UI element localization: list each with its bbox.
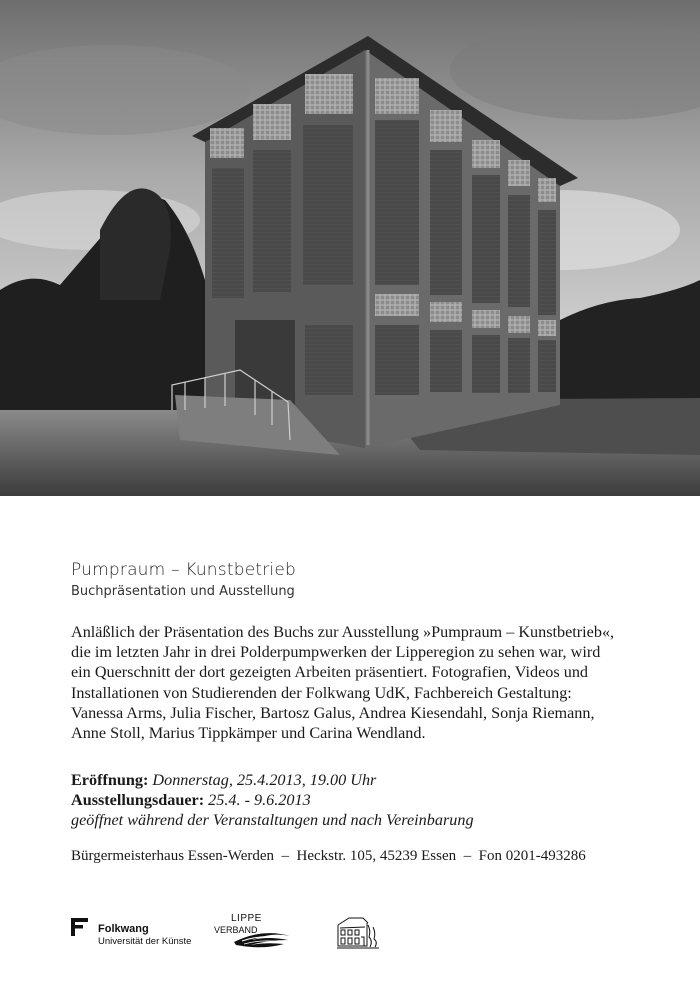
- description-line: Anne Stoll, Marius Tippkämper und Carina Wendland.: [71, 724, 426, 743]
- duration-label: Ausstellungsdauer:: [71, 791, 205, 809]
- opening-row: [71, 770, 474, 790]
- exhibition-title: Pumpraum – Kunstbetrieb: [71, 560, 296, 580]
- folkwang-name: Folkwang: [98, 923, 149, 935]
- duration-row: [71, 790, 474, 810]
- event-details: [71, 770, 474, 830]
- hours-note: geöffnet während der Veranstaltungen und nach Vereinbarung: [71, 811, 474, 829]
- venue-address: Bürgermeisterhaus Essen-Werden – Heckstr. 105, 45239 Essen – Fon 0201-493286: [71, 848, 586, 864]
- pumphouse-photo: [0, 0, 700, 496]
- buergermeisterhaus-sketch-icon: [335, 913, 381, 951]
- folkwang-subline: Universität der Künste: [98, 936, 192, 947]
- opening-value: Donnerstag, 25.4.2013, 19.00 Uhr: [152, 771, 377, 789]
- description-line: Vanessa Arms, Julia Fischer, Bartosz Galus, Andrea Kiesendahl, Sonja Riemann,: [71, 703, 595, 722]
- lippeverband-logo: [214, 910, 296, 952]
- duration-value: 25.4. - 9.6.2013: [208, 791, 311, 809]
- folkwang-logo: [71, 916, 191, 950]
- lippe-line1: LIPPE: [231, 913, 262, 924]
- folkwang-mark-icon: [71, 918, 89, 936]
- opening-label: Eröffnung:: [71, 771, 149, 789]
- description-line: Installationen von Studierenden der Folkwang UdK, Fachbereich Gestaltung:: [71, 683, 572, 702]
- description-line: die im letzten Jahr in drei Polderpumpwerken der Lipperegion zu sehen war, wird: [71, 643, 601, 662]
- description-line: ein Querschnitt der dort gezeigten Arbeiten präsentiert. Fotografien, Videos und: [71, 663, 589, 682]
- description-line: Anläßlich der Präsentation des Buchs zur Ausstellung »Pumpraum – Kunstbetrieb«,: [71, 623, 615, 641]
- hours-note-row: [71, 810, 474, 830]
- description: [71, 622, 651, 743]
- exhibition-subtitle: Buchpräsentation und Ausstellung: [71, 584, 295, 599]
- lippe-line2: VERBAND: [214, 925, 258, 935]
- water-swoosh-icon: [232, 928, 294, 950]
